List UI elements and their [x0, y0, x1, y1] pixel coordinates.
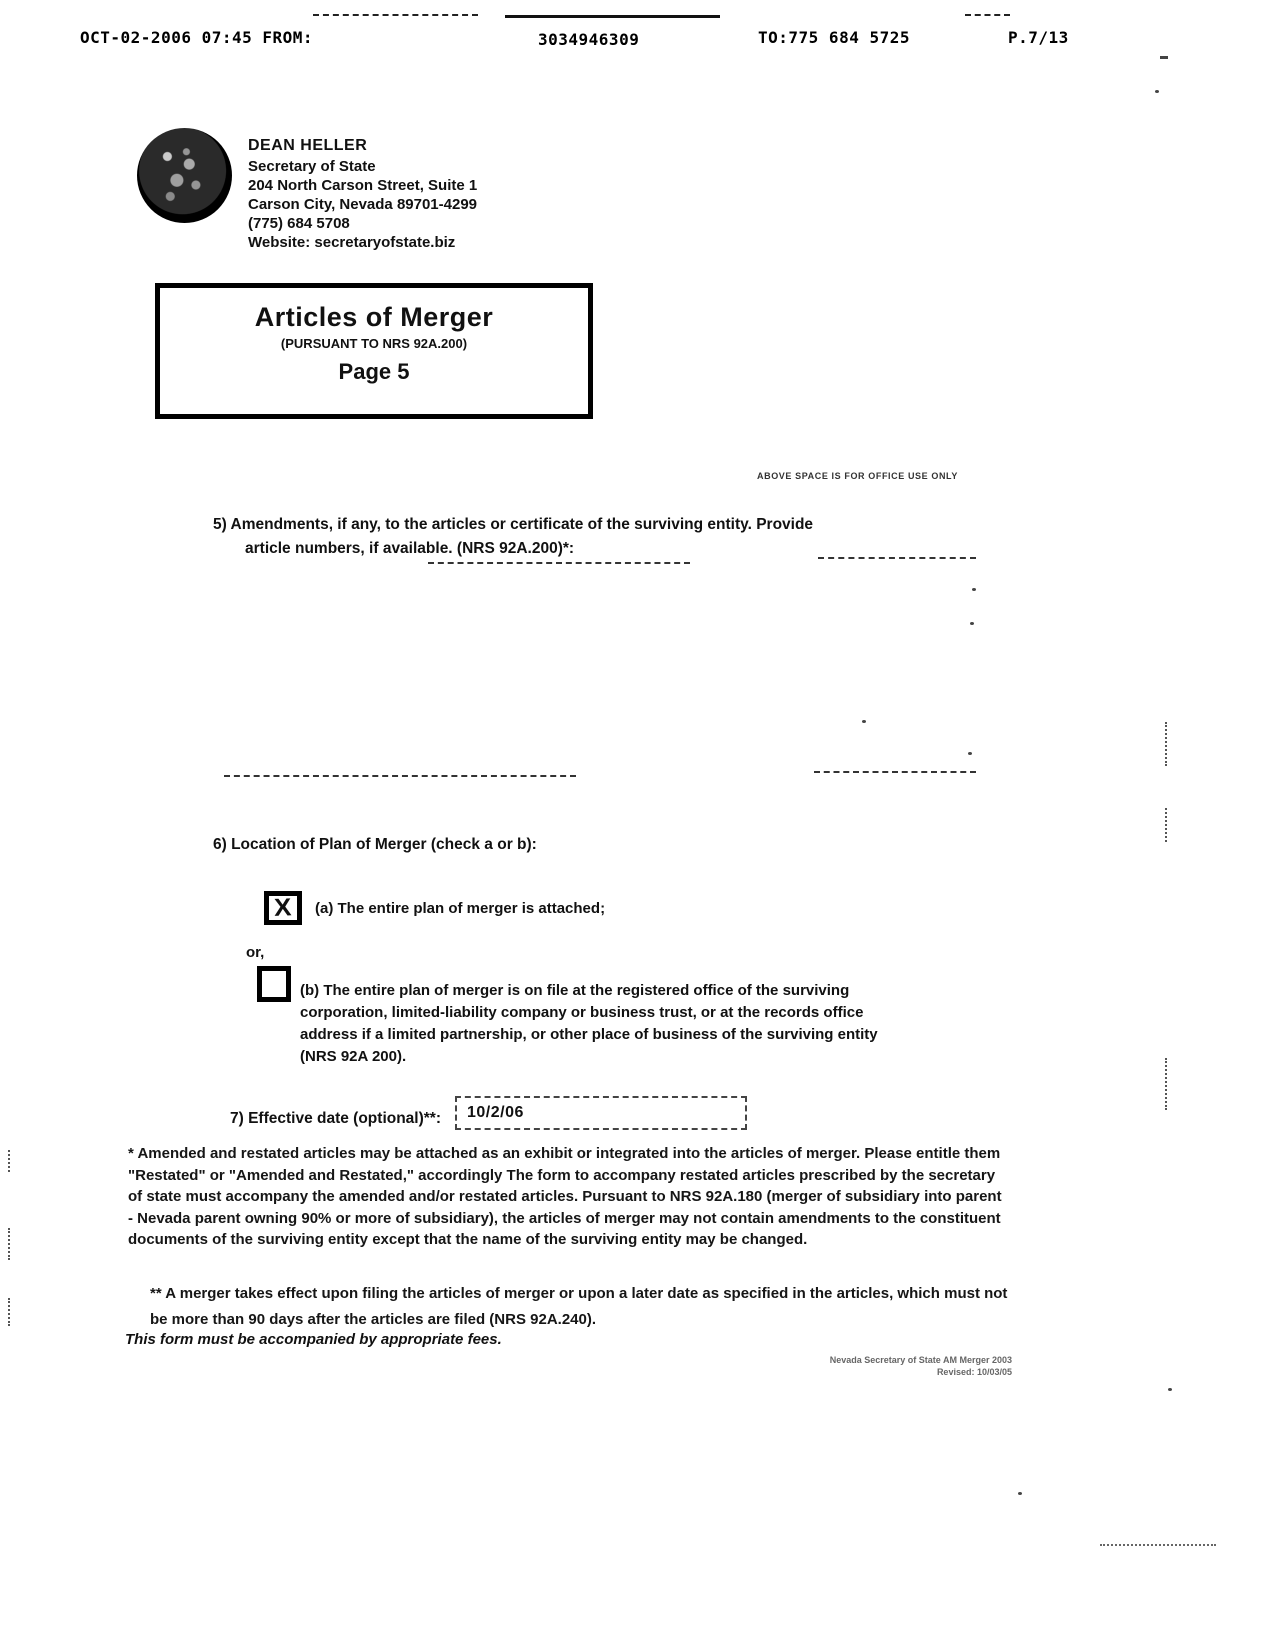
fax-artifact-line: [8, 1228, 10, 1260]
amendments-writein-line[interactable]: [814, 771, 976, 773]
section5-heading-line2: article numbers, if available. (NRS 92A.200)*:: [245, 540, 575, 557]
footnote-double-asterisk: ** A merger takes effect upon filing the articles of merger or upon a later date as specified in the articles, which must not be more than 90 days after the articles are filed (NRS 92A.240).: [150, 1285, 1008, 1328]
footnote-asterisk: * Amended and restated articles may be attached as an exhibit or integrated into the articles of merger. Please entitle them "Restated" or "Amended and Restated," accordingly The form to accompany restated articles prescribed by the secretary of state must accompany the amended and/or restated articles. Pursuant to NRS 92A.180 (merger of subsidiary into parent - Nevada parent owning 90% or more of subsidiary), the articles of merger may not contain amendments to the constituent documents of the surviving entity except that the name of the surviving entity may be changed.: [128, 1145, 1002, 1248]
amendments-writein-line[interactable]: [224, 775, 576, 777]
fax-artifact-line: [1100, 1544, 1216, 1546]
form-revised-line: Revised: 10/03/05: [936, 1367, 1012, 1377]
form-title-box: [155, 283, 593, 419]
amendments-writein-line[interactable]: [428, 562, 690, 564]
form-page-number: Page 5: [338, 359, 410, 384]
fax-artifact-line: [965, 14, 1010, 16]
secretary-title: Secretary of State: [248, 158, 376, 175]
letterhead-address2: Carson City, Nevada 89701-4299: [248, 196, 478, 213]
fax-header-to: TO:775 684 5725: [758, 28, 910, 47]
section6-heading: 6) Location of Plan of Merger (check a or b):: [213, 836, 537, 853]
form-subtitle: (PURSUANT TO NRS 92A.200): [280, 336, 468, 351]
fax-speck: [972, 588, 976, 591]
secretary-name: DEAN HELLER: [248, 137, 368, 154]
fax-artifact-line: [8, 1298, 10, 1326]
section7-label: 7) Effective date (optional)**:: [230, 1110, 441, 1127]
fax-speck: [1018, 1492, 1022, 1495]
form-title: Articles of Merger: [254, 302, 494, 332]
fax-speck: [1168, 1388, 1172, 1391]
fax-speck: [1155, 90, 1159, 93]
fees-notice: This form must be accompanied by appropriate fees.: [125, 1331, 502, 1348]
fax-speck: [968, 752, 972, 755]
fax-header-from: OCT-02-2006 07:45 FROM:: [80, 28, 314, 47]
checkbox-option-a[interactable]: [264, 891, 302, 925]
fax-artifact-line: [505, 15, 720, 18]
fax-artifact-line: [1165, 722, 1167, 766]
letterhead-website: Website: secretaryofstate.biz: [248, 234, 456, 251]
fax-speck: [970, 622, 974, 625]
fax-artifact-line: [1165, 1058, 1167, 1110]
effective-date-value: 10/2/06: [467, 1104, 524, 1121]
fax-speck: [862, 720, 866, 723]
fax-artifact-line: [8, 1150, 10, 1172]
form-id-line: Nevada Secretary of State AM Merger 2003: [829, 1355, 1012, 1365]
or-label: or,: [246, 944, 265, 961]
office-use-note: ABOVE SPACE IS FOR OFFICE USE ONLY: [757, 471, 958, 481]
effective-date-field[interactable]: [455, 1096, 747, 1130]
letterhead: [248, 136, 477, 252]
letterhead-address1: 204 North Carson Street, Suite 1: [248, 177, 478, 194]
fax-header-page: P.7/13: [1008, 28, 1069, 47]
letterhead-phone: (775) 684 5708: [248, 215, 350, 232]
section5-heading-line1: 5) Amendments, if any, to the articles or certificate of the surviving entity. Provide: [213, 516, 814, 533]
checkbox-a-check-mark: X: [273, 892, 293, 922]
option-a-label: (a) The entire plan of merger is attached;: [315, 900, 606, 917]
option-b-label: (b) The entire plan of merger is on file at the registered office of the surviving corporation, limited-liability company or business trust, or at the records office address if a limited partnership, or other place of business of the surviving entity (NRS 92A 200).: [300, 982, 878, 1065]
fax-artifact-line: [313, 14, 478, 16]
form-revision-fineprint: [700, 1354, 1012, 1378]
amendments-writein-line[interactable]: [818, 557, 976, 559]
state-seal-icon: [137, 128, 232, 223]
fax-speck: [1160, 56, 1168, 59]
fax-header-number: 3034946309: [538, 30, 640, 49]
fax-artifact-line: [1165, 808, 1167, 842]
checkbox-option-b[interactable]: [257, 966, 291, 1002]
